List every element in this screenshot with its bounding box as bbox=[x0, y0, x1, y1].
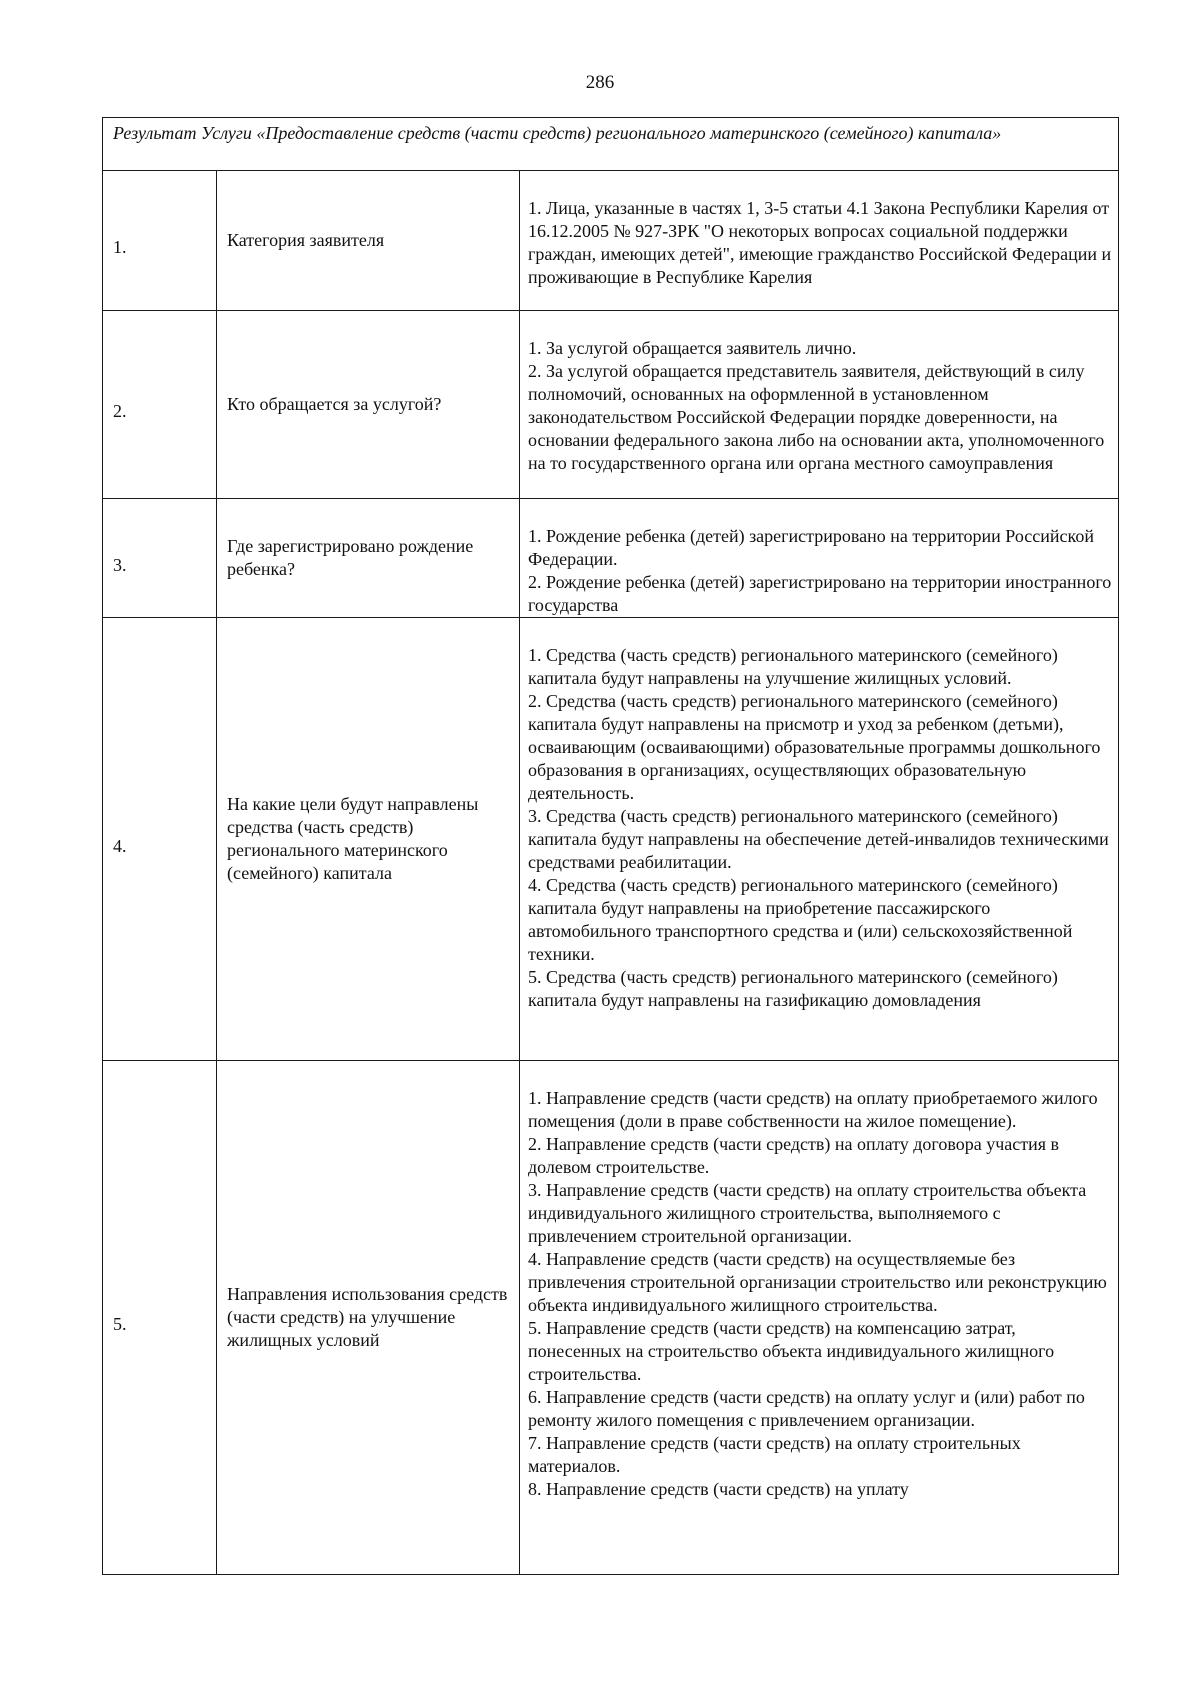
value-item: 2. Средства (часть средств) регионального материнского (семейного) капитала будут направлены на присмотр и уход за ребенком (детьми), осваивающим (осваивающими) образовательные программы дошкольного образования в организациях, осуществляющих образовательную деятельность. bbox=[528, 691, 1101, 803]
value-item: 2. За услугой обращается представитель заявителя, действующий в силу полномочий, основанных на оформленной в установленном законодательством Российской Федерации порядке доверенности, на основании федерального закона либо на основании акта, уполномоченного на то государственного органа или органа местного самоуправления bbox=[528, 361, 1105, 473]
row-value bbox=[520, 311, 1119, 499]
value-item: 2. Рождение ребенка (детей) зарегистрировано на территории иностранного государства bbox=[528, 572, 1112, 615]
row-label: На какие цели будут направлены средства (часть средств) регионального материнского (семейного) капитала bbox=[217, 618, 520, 1061]
row-number: 2. bbox=[103, 311, 217, 499]
page-number: 286 bbox=[585, 72, 615, 93]
value-item: 6. Направление средств (части средств) на оплату услуг и (или) работ по ремонту жилого помещения с привлечением организации. bbox=[528, 1387, 1085, 1430]
value-item: 8. Направление средств (части средств) на уплату bbox=[528, 1479, 909, 1499]
value-item: 1. Средства (часть средств) регионального материнского (семейного) капитала будут направлены на улучшение жилищных условий. bbox=[528, 645, 1058, 688]
row-label: Категория заявителя bbox=[217, 171, 520, 311]
row-number: 1. bbox=[103, 171, 217, 311]
value-item: 1. Направление средств (части средств) на оплату приобретаемого жилого помещения (доли в праве собственности на жилое помещение). bbox=[528, 1088, 1098, 1131]
table-header-row bbox=[103, 118, 1119, 171]
table-row bbox=[103, 618, 1119, 1061]
row-value bbox=[520, 1061, 1119, 1575]
value-item: 1. Лица, указанные в частях 1, 3-5 статьи 4.1 Закона Республики Карелия от 16.12.2005 № 927-ЗРК "О некоторых вопросах социальной поддержки граждан, имеющих детей", имеющие гражданство Российской Федерации и проживающие в Республике Карелия bbox=[528, 198, 1112, 287]
value-item: 3. Средства (часть средств) регионального материнского (семейного) капитала будут направлены на обеспечение детей-инвалидов техническими средствами реабилитации. bbox=[528, 806, 1109, 872]
value-item: 2. Направление средств (части средств) на оплату договора участия в долевом строительстве. bbox=[528, 1134, 1060, 1177]
value-item: 3. Направление средств (части средств) на оплату строительства объекта индивидуального жилищного строительства, выполняемого с привлечением строительной организации. bbox=[528, 1180, 1087, 1246]
value-item: 7. Направление средств (части средств) на оплату строительных материалов. bbox=[528, 1433, 1021, 1476]
table-row bbox=[103, 499, 1119, 618]
value-item: 4. Направление средств (части средств) на осуществляемые без привлечения строительной организации строительство или реконструкцию объекта индивидуального жилищного строительства. bbox=[528, 1249, 1107, 1315]
service-result-table bbox=[102, 117, 1119, 1575]
value-item: 1. Рождение ребенка (детей) зарегистрировано на территории Российской Федерации. bbox=[528, 526, 1094, 569]
row-number: 4. bbox=[103, 618, 217, 1061]
value-item: 1. За услугой обращается заявитель лично. bbox=[528, 338, 857, 358]
value-item: 4. Средства (часть средств) регионального материнского (семейного) капитала будут направлены на приобретение пассажирского автомобильного транспортного средства и (или) сельскохозяйственной техники. bbox=[528, 875, 1073, 964]
row-label: Где зарегистрировано рождение ребенка? bbox=[217, 499, 520, 618]
row-number: 3. bbox=[103, 499, 217, 618]
table-row bbox=[103, 171, 1119, 311]
value-item: 5. Направление средств (части средств) на компенсацию затрат, понесенных на строительство объекта индивидуального жилищного строительства. bbox=[528, 1318, 1055, 1384]
row-value bbox=[520, 171, 1119, 311]
table-row bbox=[103, 1061, 1119, 1575]
row-value bbox=[520, 618, 1119, 1061]
row-label: Кто обращается за услугой? bbox=[217, 311, 520, 499]
row-value bbox=[520, 499, 1119, 618]
table-row bbox=[103, 311, 1119, 499]
row-number: 5. bbox=[103, 1061, 217, 1575]
table-header: Результат Услуги «Предоставление средств (части средств) регионального материнского (семейного) капитала» bbox=[103, 118, 1119, 171]
row-label: Направления использования средств (части средств) на улучшение жилищных условий bbox=[217, 1061, 520, 1575]
value-item: 5. Средства (часть средств) регионального материнского (семейного) капитала будут направлены на газификацию домовладения bbox=[528, 967, 1058, 1010]
